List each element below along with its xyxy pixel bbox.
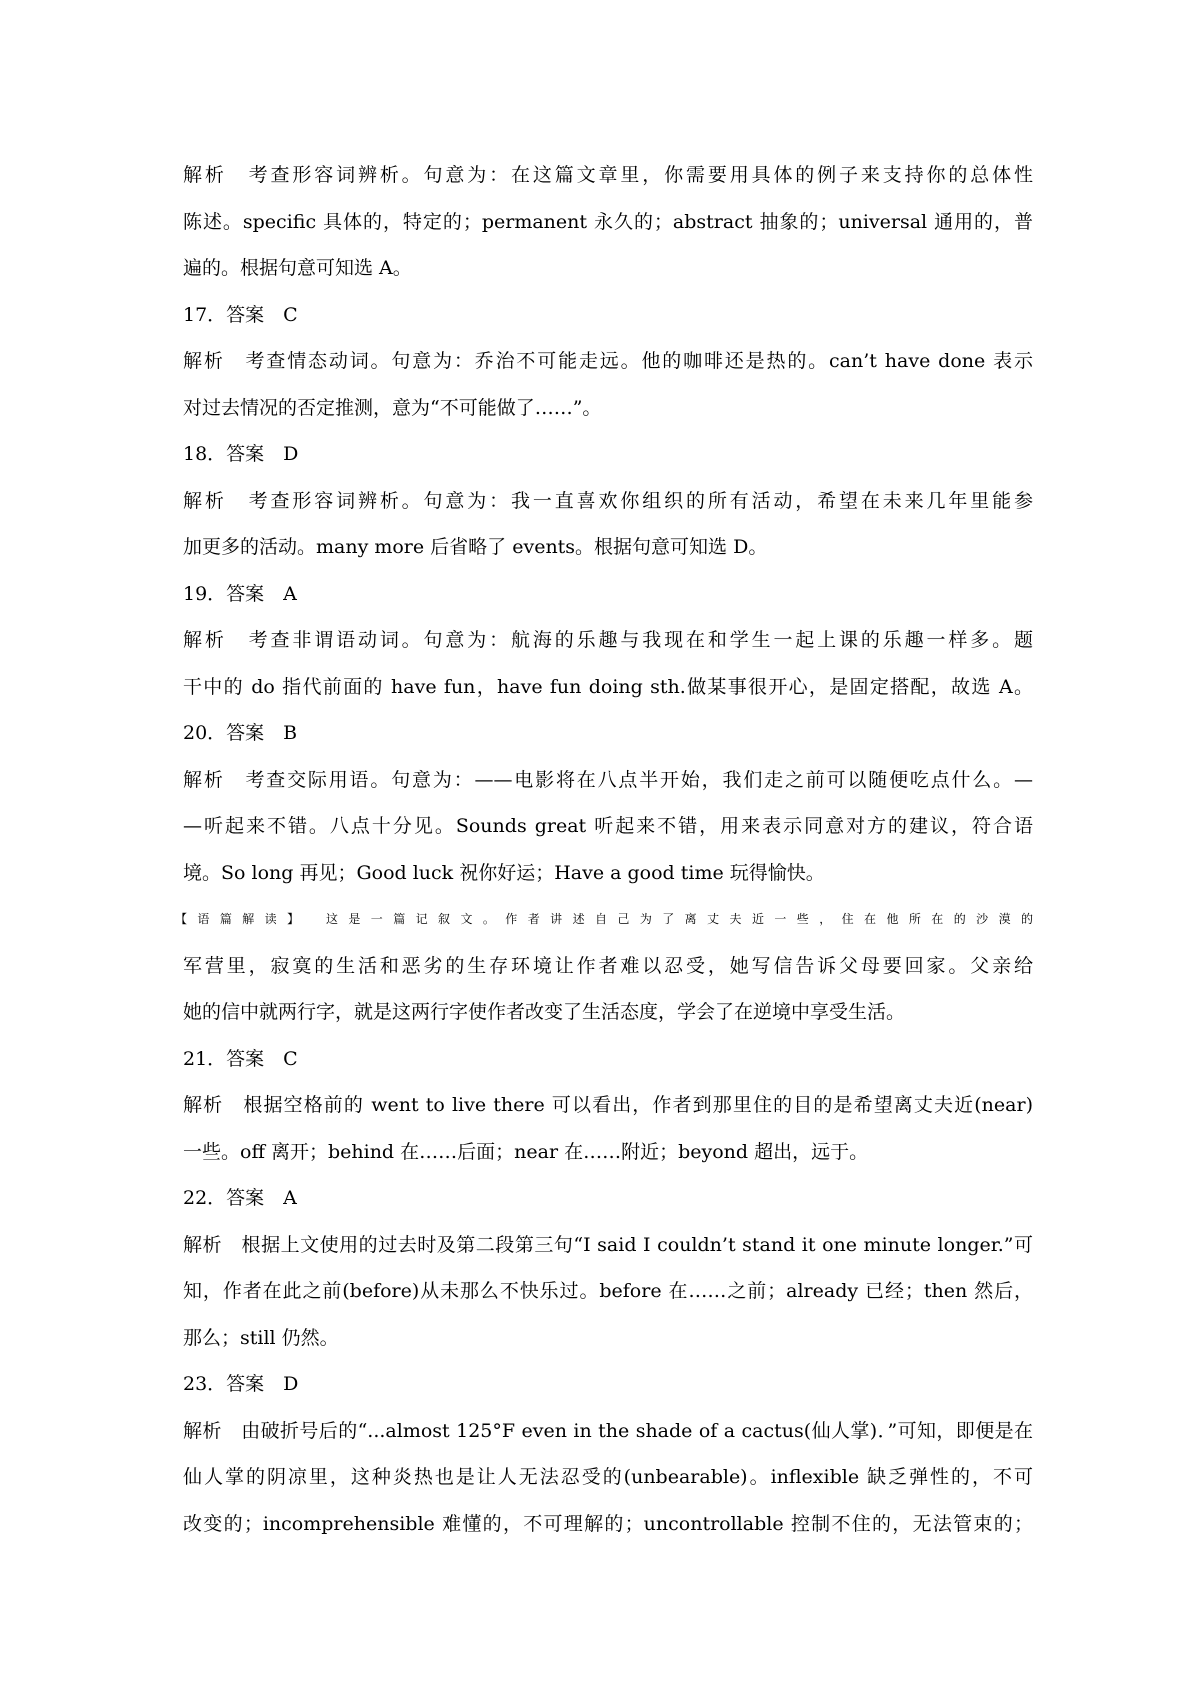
answer-line: 18．答案 D <box>183 443 299 465</box>
document-page <box>175 152 1033 1547</box>
text-line: 解析 由破折号后的“...almost 125°F even in the shade of a cactus(仙人掌)．”可知，即便是在 <box>183 1419 1033 1442</box>
text-line: 那么；still 仍然。 <box>183 1326 339 1349</box>
text-line: 境。So long 再见；Good luck 祝你好运；Have a good time 玩得愉快。 <box>183 861 825 884</box>
text-line: 解析 考查形容词辨析。句意为：在这篇文章里，你需要用具体的例子来支持你的总体性 <box>183 164 1033 186</box>
text-line: 加更多的活动。many more 后省略了 events。根据句意可知选 D。 <box>183 536 768 558</box>
text-line: 军营里，寂寞的生活和恶劣的生存环境让作者难以忍受，她写信告诉父母要回家。父亲给 <box>183 954 1033 977</box>
text-line: 解析 考查交际用语。句意为：——电影将在八点半开始，我们走之前可以随便吃点什么。— <box>183 768 1033 791</box>
text-line: 对过去情况的否定推测，意为“不可能做了……”。 <box>183 396 602 419</box>
passage-summary-line: 【语篇解读】 这是一篇记叙文。作者讲述自己为了离丈夫近一些，住在他所在的沙漠的 <box>175 912 1033 926</box>
text-line: 仙人掌的阴凉里，这种炎热也是让人无法忍受的(unbearable)。inflexible 缺乏弹性的，不可 <box>183 1466 1033 1488</box>
answer-line: 17．答案 C <box>183 303 298 326</box>
text-line: 解析 考查非谓语动词。句意为：航海的乐趣与我现在和学生一起上课的乐趣一样多。题 <box>183 629 1033 651</box>
text-line: 解析 考查形容词辨析。句意为：我一直喜欢你组织的所有活动，希望在未来几年里能参 <box>183 489 1033 512</box>
text-line: 解析 根据空格前的 went to live there 可以看出，作者到那里住的目的是希望离丈夫近(near) <box>183 1094 1033 1116</box>
text-line: 干中的 do 指代前面的 have fun，have fun doing sth.做某事很开心，是固定搭配，故选 A。 <box>183 675 1033 698</box>
text-line: 知，作者在此之前(before)从未那么不快乐过。before 在……之前；already 已经；then 然后， <box>183 1280 1033 1302</box>
text-line: 她的信中就两行字，就是这两行字使作者改变了生活态度，学会了在逆境中享受生活。 <box>183 1001 906 1023</box>
answer-line: 20．答案 B <box>183 722 298 744</box>
text-line: 解析 考查情态动词。句意为：乔治不可能走远。他的咖啡还是热的。can’t have done 表示 <box>183 350 1033 372</box>
text-line: 遍的。根据句意可知选 A。 <box>183 257 412 279</box>
answer-line: 22．答案 A <box>183 1187 297 1209</box>
text-line: 一些。off 离开；behind 在……后面；near 在……附近；beyond 超出，远于。 <box>183 1140 869 1163</box>
text-line: —听起来不错。八点十分见。Sounds great 听起来不错，用来表示同意对方的建议，符合语 <box>183 815 1033 837</box>
answer-line: 23．答案 D <box>183 1373 299 1395</box>
text-line: 陈述。specific 具体的，特定的；permanent 永久的；abstract 抽象的；universal 通用的，普 <box>183 210 1033 233</box>
text-line: 解析 根据上文使用的过去时及第二段第三句“I said I couldn’t stand it one minute longer.”可 <box>183 1233 1033 1256</box>
answer-line: 19．答案 A <box>183 582 297 605</box>
text-line: 改变的；incomprehensible 难懂的，不可理解的；uncontrollable 控制不住的，无法管束的； <box>183 1512 1033 1535</box>
answer-line: 21．答案 C <box>183 1047 298 1070</box>
